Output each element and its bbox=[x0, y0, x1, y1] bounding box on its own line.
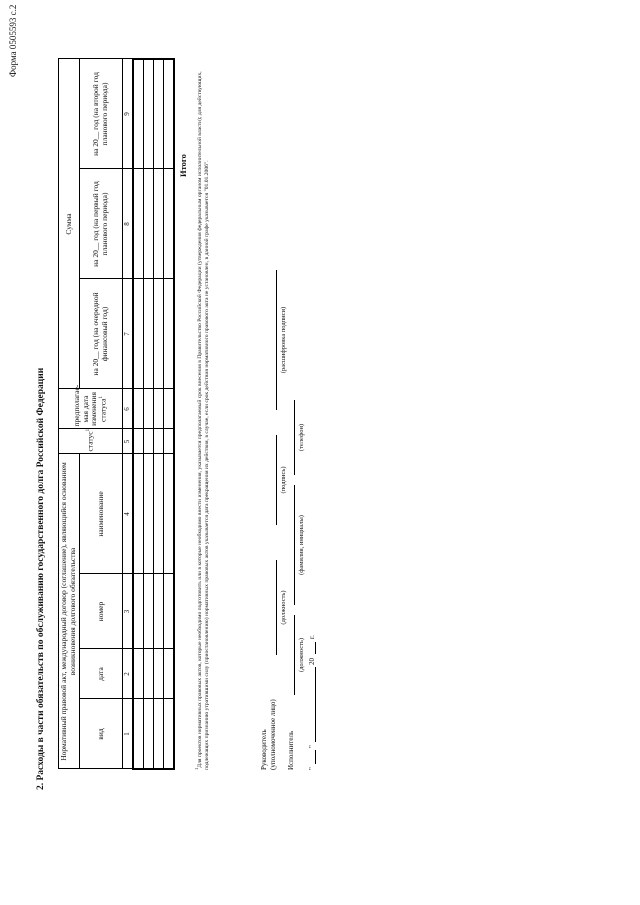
executor-fio-line bbox=[294, 485, 295, 605]
header-summa: Сумма bbox=[59, 59, 80, 389]
form-code: Форма 0505593 с.2 bbox=[8, 4, 18, 77]
col-num: 4 bbox=[123, 454, 134, 574]
table-row bbox=[154, 59, 164, 769]
header-naim: наименование bbox=[80, 454, 123, 574]
col-num: 8 bbox=[123, 169, 134, 279]
header-year-3: на 20__ год (на второй год планового периода) bbox=[80, 59, 123, 169]
executor-phone-caption: (телефон) bbox=[298, 423, 305, 452]
date-year-line bbox=[315, 642, 316, 654]
decoding-line bbox=[276, 270, 277, 410]
date-g: г. bbox=[308, 635, 316, 639]
date-year: 20 bbox=[308, 658, 316, 665]
executor-label: Исполнитель bbox=[287, 730, 295, 770]
col-num: 6 bbox=[123, 389, 134, 429]
col-num: 2 bbox=[123, 649, 134, 699]
signature-caption: (подпись) bbox=[280, 466, 287, 494]
signature-line bbox=[276, 435, 277, 525]
header-vid: вид bbox=[80, 699, 123, 769]
col-num: 3 bbox=[123, 574, 134, 649]
total-label: Итого bbox=[178, 154, 188, 177]
obligations-table bbox=[58, 58, 175, 770]
table-row bbox=[144, 59, 154, 769]
header-data: дата bbox=[80, 649, 123, 699]
executor-position-caption: (должность) bbox=[298, 637, 305, 673]
executor-phone-line bbox=[294, 400, 295, 475]
date-day-line bbox=[315, 750, 316, 764]
executor-fio-caption: (фамилия, инициалы) bbox=[298, 515, 305, 575]
table-row bbox=[164, 59, 175, 769]
decoding-caption: (расшифровка подписи) bbox=[280, 306, 287, 374]
section-title: 2. Расходы в части обязательств по обслуживанию государственного долга Российской Федерации bbox=[36, 367, 46, 790]
header-year-1: на 20__ год (на очередной финансовый год) bbox=[80, 279, 123, 389]
executor-position-line bbox=[294, 615, 295, 695]
head-label: Руководитель bbox=[260, 729, 268, 770]
col-num: 5 bbox=[123, 429, 134, 454]
col-num: 9 bbox=[123, 59, 134, 169]
header-status-date: предполагае- мая дата изменения статуса$^1$ bbox=[59, 389, 123, 429]
header-nomer: номер bbox=[80, 574, 123, 649]
date-month-line bbox=[315, 667, 316, 742]
head-label-2: (уполномоченное лицо) bbox=[269, 699, 277, 770]
header-npa: Нормативный правовой акт, международный договор (соглашение), являющийся основанием возникновения долгового обязательства bbox=[59, 454, 80, 769]
header-year-2: на 20__ год (на первый год планового периода) bbox=[80, 169, 123, 279]
date-quote-close: " bbox=[308, 745, 316, 748]
header-status: статус$^1$ bbox=[59, 429, 123, 454]
col-num: 7 bbox=[123, 279, 134, 389]
table-row bbox=[133, 59, 144, 769]
footnote: $^1$Для проектов нормативных правовых актов, которые необходимо подготовить или в которые необходимо внести изменения, указывается предполагаемый срок внесения в Правительство Российской Федерации (утверждения федеральным органом исполнительной власти); для действующих, подлежащих признанию утратившими силу (приостановлению) нормативных правовых актов указывается дата прекращения их действия, в случае, если срок действия нормативного правового акта не установлен, в данной графе указывается "01.01.2006". bbox=[194, 71, 211, 770]
position-caption: (должность) bbox=[280, 590, 287, 625]
date-quote-open: " bbox=[308, 767, 316, 770]
position-line bbox=[276, 560, 277, 655]
col-num: 1 bbox=[123, 699, 134, 769]
